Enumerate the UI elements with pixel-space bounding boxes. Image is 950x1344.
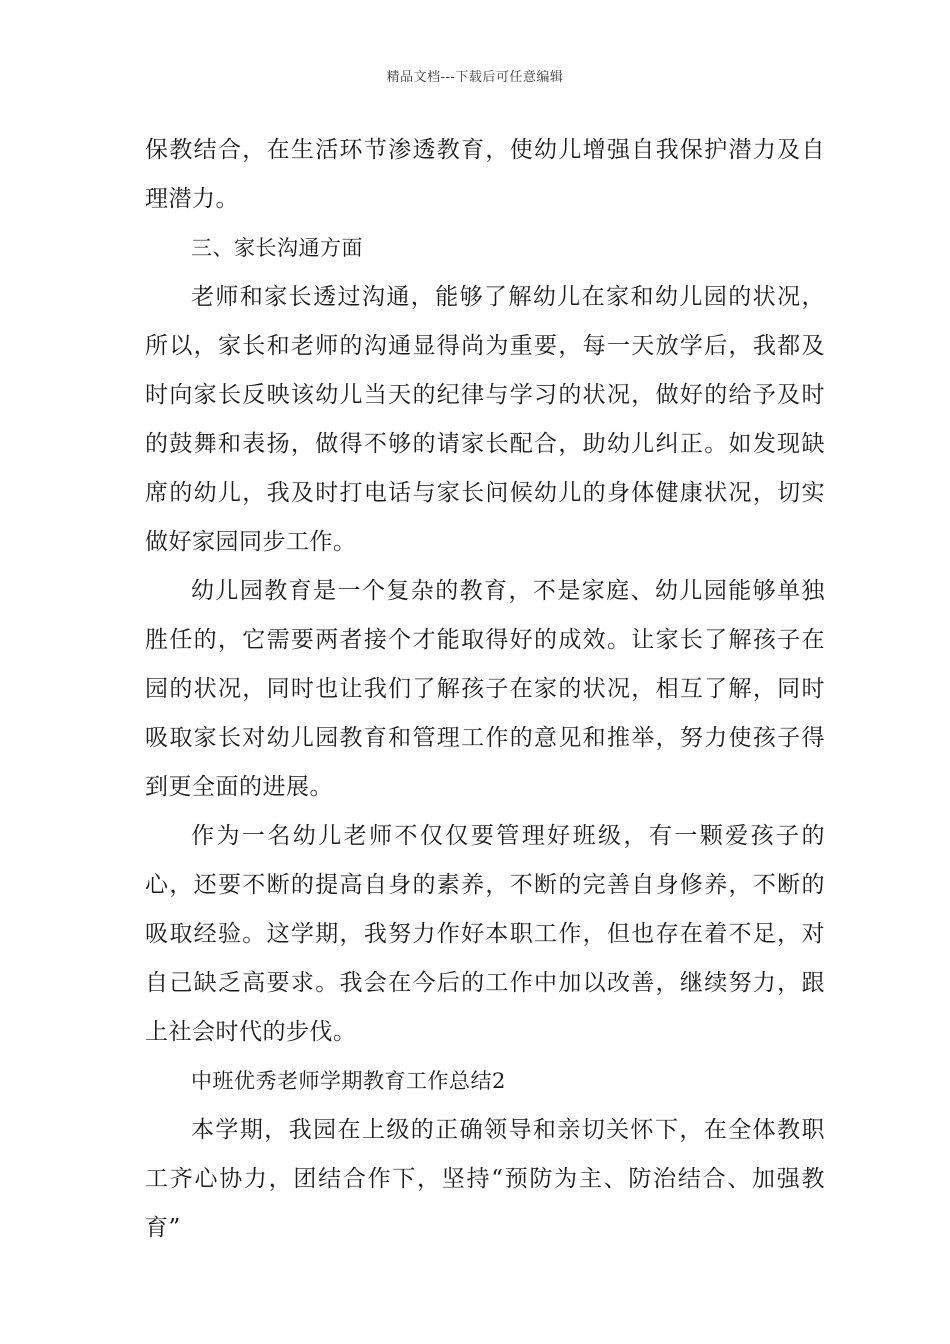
paragraph-1: 保教结合，在生活环节渗透教育，使幼儿增强自我保护潜力及自理潜力。 — [145, 137, 825, 212]
section-heading-parent-communication: 三、家长沟通方面 — [191, 236, 363, 260]
section-heading-summary-2: 中班优秀老师学期教育工作总结2 — [191, 1069, 506, 1093]
paragraph-2: 老师和家长透过沟通，能够了解幼儿在家和幼儿园的状况，所以，家长和老师的沟通显得尚为重要，每一天放学后，我都及时向家长反映该幼儿当天的纪律与学习的状况，做好的给予及时的鼓舞和表扬，做得不够的请家长配合，助幼儿纠正。如发现缺席的幼儿，我及时打电话与家长问候幼儿的身体健康状况，切实做好家园同步工作。 — [145, 284, 825, 555]
paragraph-3: 幼儿园教育是一个复杂的教育，不是家庭、幼儿园能够单独胜任的，它需要两者接个才能取得好的成效。让家长了解孩子在园的状况，同时也让我们了解孩子在家的状况，相互了解，同时吸取家长对幼儿园教育和管理工作的意见和推举，努力使孩子得到更全面的进展。 — [145, 578, 825, 800]
document-body — [145, 126, 825, 1253]
paragraph-5: 本学期，我园在上级的正确领导和亲切关怀下，在全体教职工齐心协力，团结合作下，坚持“预防为主、防治结合、加强教育” — [145, 1117, 825, 1241]
page-header: 精品文档---下载后可任意编辑 — [386, 70, 564, 85]
paragraph-4: 作为一名幼儿老师不仅仅要管理好班级，有一颗爱孩子的心，还要不断的提高自身的素养，不断的完善自身修养，不断的吸取经验。这学期，我努力作好本职工作，但也存在着不足，对自己缺乏高要求。我会在今后的工作中加以改善，继续努力，跟上社会时代的步伐。 — [145, 823, 825, 1045]
